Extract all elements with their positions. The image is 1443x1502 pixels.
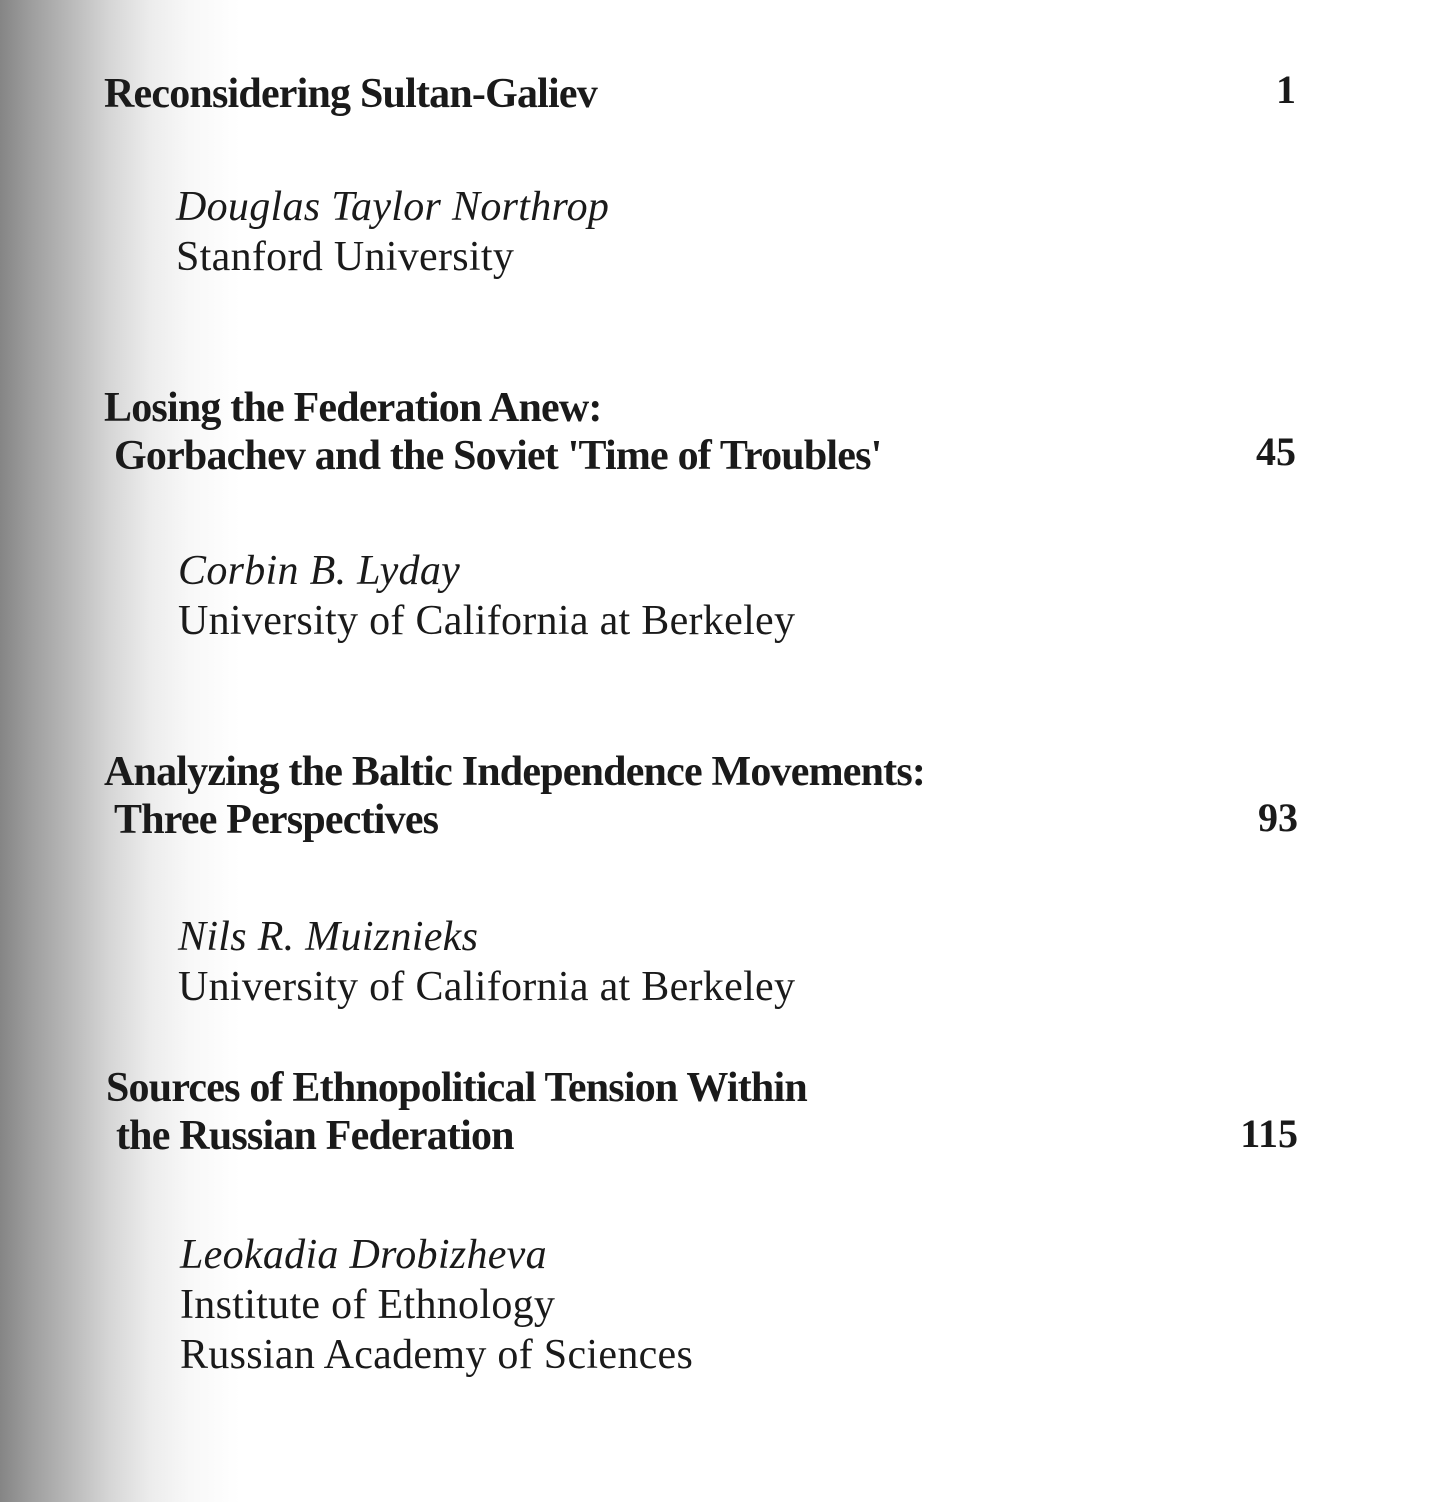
page-number: 45	[1256, 429, 1296, 474]
entry-title	[106, 1064, 807, 1160]
page-number: 93	[1258, 795, 1298, 840]
entry-title-line: Analyzing the Baltic Independence Movements:	[104, 749, 926, 795]
author-affiliation: Institute of Ethnology	[180, 1282, 556, 1328]
author-name: Leokadia Drobizheva	[180, 1232, 547, 1278]
entry-title-line: Reconsidering Sultan-Galiev	[104, 71, 597, 117]
author-name: Nils R. Muiznieks	[178, 914, 479, 960]
author-name: Douglas Taylor Northrop	[176, 184, 610, 230]
author-affiliation: Stanford University	[176, 234, 515, 280]
author-block	[180, 1230, 693, 1380]
author-block	[178, 546, 795, 646]
entry-title-line: the Russian Federation	[116, 1113, 514, 1159]
entry-title-line: Gorbachev and the Soviet 'Time of Troubles'	[114, 433, 882, 479]
author-name: Corbin B. Lyday	[178, 548, 461, 594]
entry-title-line: Sources of Ethnopolitical Tension Within	[106, 1065, 807, 1111]
page-number: 1	[1276, 67, 1296, 112]
author-block	[176, 182, 609, 282]
entry-title	[104, 384, 882, 480]
author-affiliation: Russian Academy of Sciences	[180, 1332, 694, 1378]
author-block	[178, 912, 795, 1012]
entry-title	[104, 748, 925, 844]
entry-title-line: Three Perspectives	[114, 797, 439, 843]
author-affiliation: University of California at Berkeley	[178, 598, 796, 644]
entry-title	[104, 70, 597, 118]
author-affiliation: University of California at Berkeley	[178, 964, 796, 1010]
entry-title-line: Losing the Federation Anew:	[104, 385, 602, 431]
page-number: 115	[1240, 1111, 1298, 1156]
